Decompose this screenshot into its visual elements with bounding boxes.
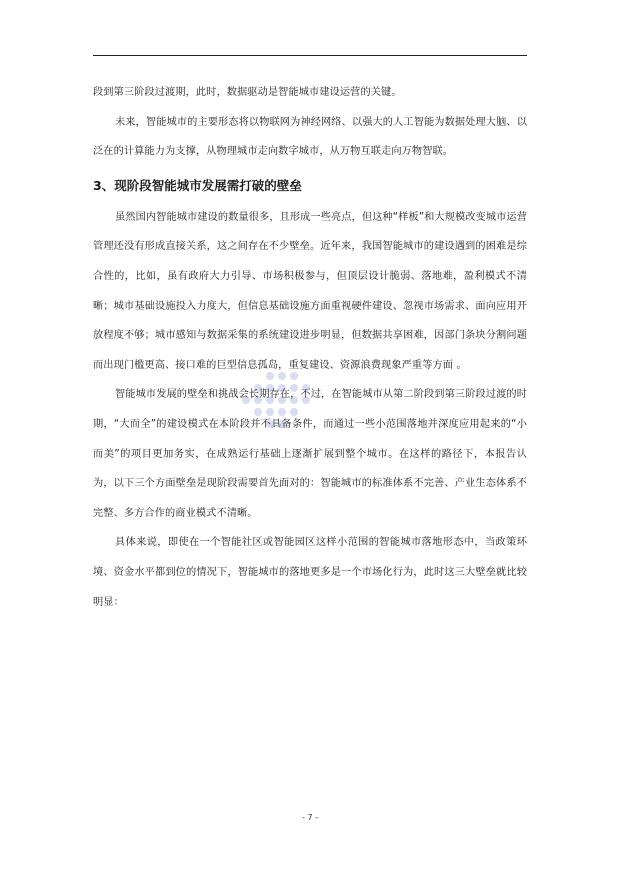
header-rule — [93, 55, 527, 56]
paragraph-challenges: 智能城市发展的壁垒和挑战会长期存在，不过，在智能城市从第二阶段到第三阶段过渡的时期，“大而全”的建设模式在本阶段并不具备条件，而通过一些小范围落地并深度应用起来的“小而美”的项目更加务实，在成熟运行基础上逐渐扩展到整个城市。在这样的路径下，本报告认为，以下三个方面壁垒是现阶段需要首先面对的：智能城市的标准体系不完善、产业生态体系不完整、多方合作的商业模式不清晰。 — [93, 389, 527, 519]
paragraph-continuation: 段到第三阶段过渡期，此时，数据驱动是智能城市建设运营的关键。 — [93, 87, 402, 98]
section-heading: 3、现阶段智能城市发展需打破的壁垒 — [93, 177, 302, 193]
paragraph-barriers: 虽然国内智能城市建设的数量很多，且形成一些亮点，但这种“样板”和大规模改变城市运营管理还没有形成直接关系，这之间存在不少壁垒。近年来，我国智能城市的建设遇到的困难是综合性的，比如，虽有政府大力引导、市场积极参与，但顶层设计脆弱、落地难，盈利模式不清晰；城市基础设施投入力度大，但信息基础设施方面重视硬件建设、忽视市场需求、面向应用开放程度不够；城市感知与数据采集的系统建设进步明显，但数据共享困难，因部门条块分割问题而出现门槛更高、接口难的巨型信息孤岛，重复建设、资源浪费现象严重等方面 。 — [93, 211, 527, 371]
paragraph-specifics: 具体来说，即使在一个智能社区或智能园区这样小范围的智能城市落地形态中，当政策环境、资金水平都到位的情况下，智能城市的落地更多是一个市场化行为，此时这三大壁垒就比较明显： — [93, 537, 527, 608]
watermark-dots-logo — [232, 368, 328, 440]
page-number: - 7 - — [302, 813, 318, 822]
document-body — [93, 78, 527, 617]
paragraph-future-outlook: 未来，智能城市的主要形态将以物联网为神经网络、以强大的人工智能为数据处理大脑、以泛在的计算能力为支撑，从物理城市走向数字城市，从万物互联走向万物智联。 — [93, 116, 527, 158]
